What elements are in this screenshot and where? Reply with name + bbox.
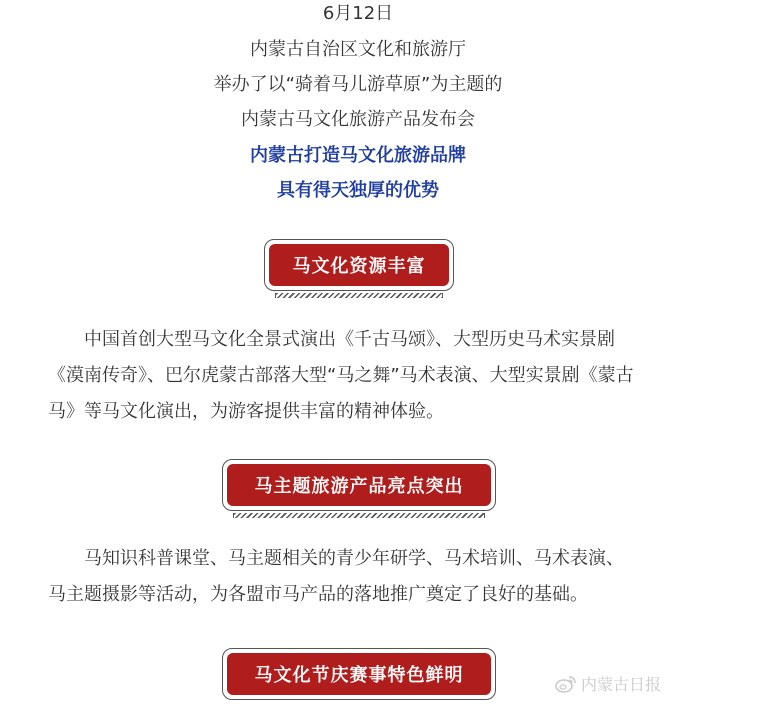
section-title-2-label: 马主题旅游产品亮点突出 xyxy=(227,464,491,506)
intro-highlight-2: 具有得天独厚的优势 xyxy=(277,180,439,201)
section-title-1 xyxy=(264,239,454,291)
section-title-3 xyxy=(222,648,496,700)
watermark xyxy=(555,672,661,695)
section-title-3-label: 马文化节庆赛事特色鲜明 xyxy=(227,653,491,695)
paragraph-line: 马主题摄影等活动，为各盟市马产品的落地推广奠定了良好的基础。 xyxy=(48,584,588,605)
section-title-1-stripe xyxy=(275,293,443,298)
intro-date: 6月12日 xyxy=(322,3,394,24)
paragraph-line: 中国首创大型马文化全景式演出《千古马颂》、大型历史马术实景剧 xyxy=(84,329,615,350)
paragraph-line: 马》等马文化演出，为游客提供丰富的精神体验。 xyxy=(48,401,444,422)
section-title-2 xyxy=(222,459,496,511)
section-title-1-label: 马文化资源丰富 xyxy=(269,244,449,286)
intro-line-3: 内蒙古马文化旅游产品发布会 xyxy=(241,109,475,130)
intro-line-2: 举办了以“骑着马儿游草原”为主题的 xyxy=(213,74,503,95)
weibo-icon xyxy=(555,675,577,693)
section-2-paragraph xyxy=(48,541,676,613)
section-title-2-stripe xyxy=(233,513,485,518)
intro-highlight-1: 内蒙古打造马文化旅游品牌 xyxy=(250,145,466,166)
paragraph-line: 《漠南传奇》、巴尔虎蒙古部落大型“马之舞”马术表演、大型实景剧《蒙古 xyxy=(48,365,634,386)
watermark-text: 内蒙古日报 xyxy=(581,675,662,694)
paragraph-line: 马知识科普课堂、马主题相关的青少年研学、马术培训、马术表演、 xyxy=(84,548,624,569)
intro-line-1: 内蒙古自治区文化和旅游厅 xyxy=(250,39,466,60)
section-1-paragraph xyxy=(48,322,676,430)
